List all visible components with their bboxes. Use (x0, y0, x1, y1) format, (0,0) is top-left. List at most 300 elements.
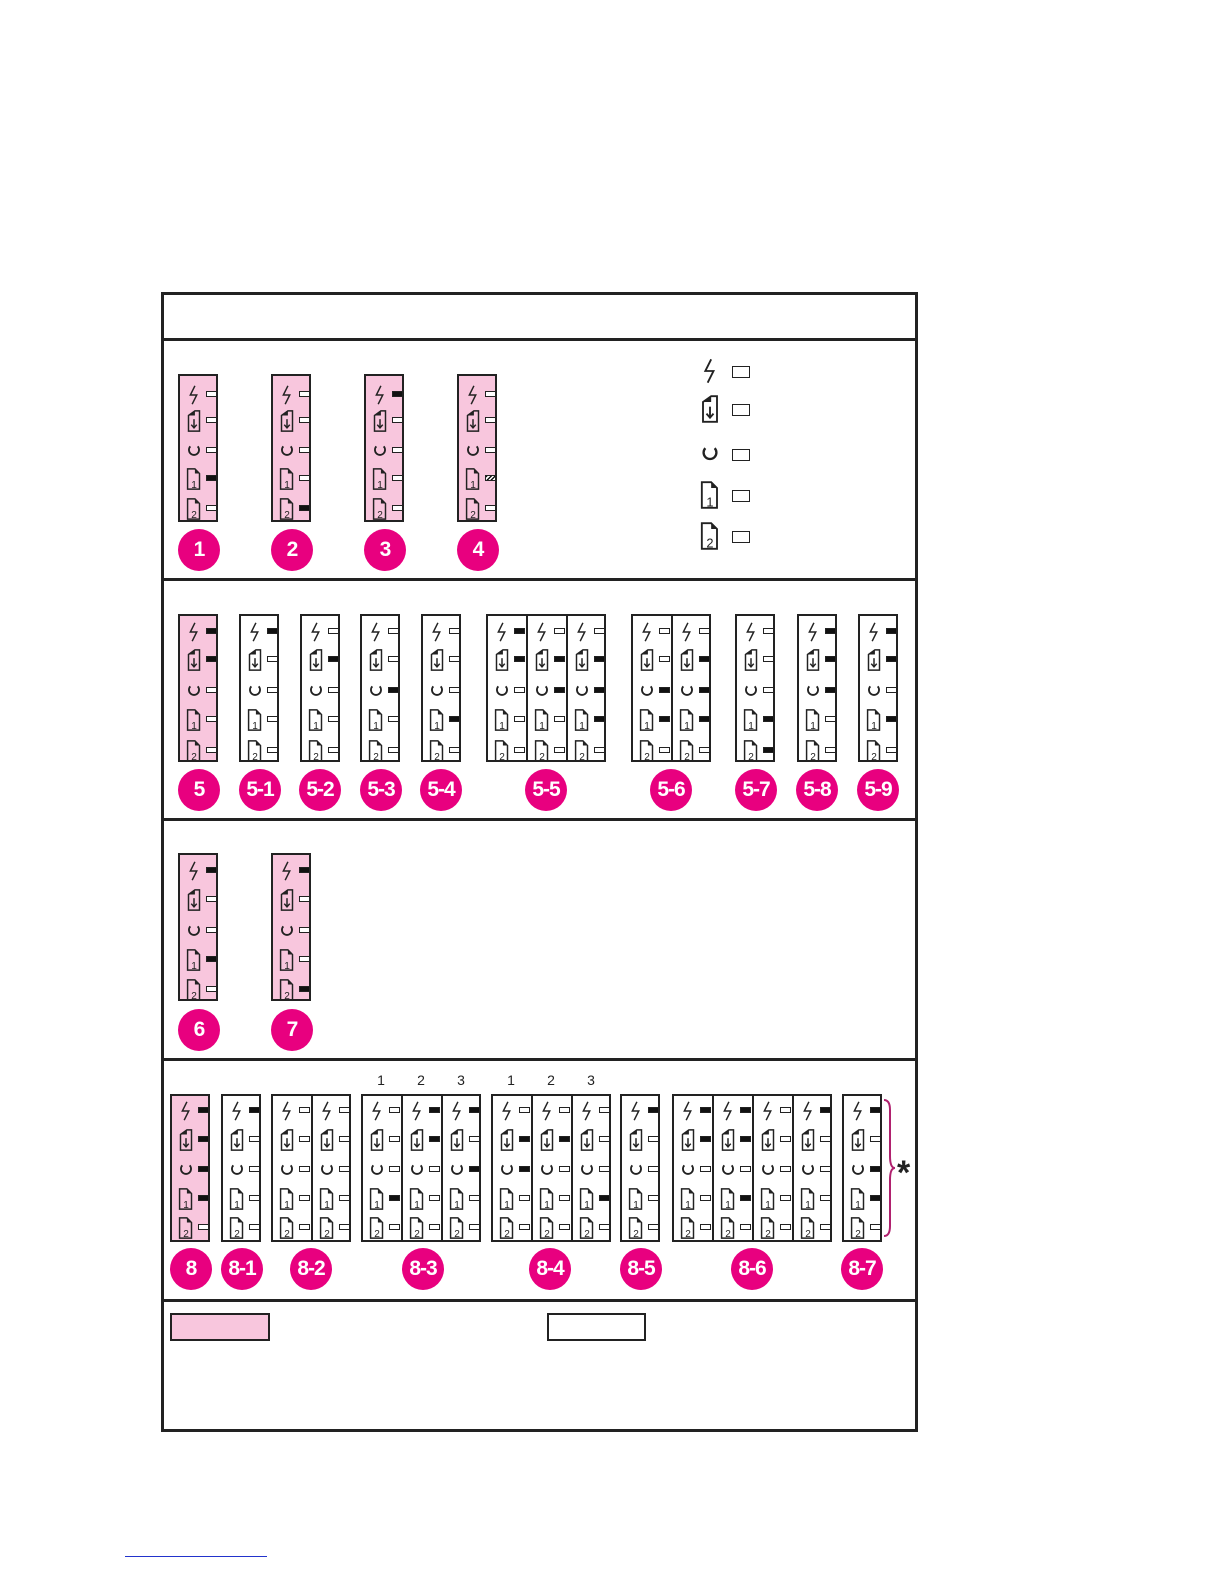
circle-arc-icon (227, 1159, 247, 1179)
led-go-off (206, 687, 217, 693)
tray-2-page-icon (848, 1217, 868, 1237)
led-go-off (648, 1166, 659, 1172)
led-tray-2-off (389, 1224, 400, 1230)
tray-2-page-icon (277, 979, 297, 999)
tray-1-page-icon (463, 468, 483, 488)
led-attention-on (198, 1107, 209, 1113)
tray-2-page-icon (758, 1217, 778, 1237)
lightning-icon (227, 1100, 247, 1120)
tray-2-page-icon (798, 1217, 818, 1237)
paper-with-arrow-icon (447, 1129, 467, 1149)
svg-text:2: 2 (454, 1229, 460, 1239)
led-attention-off (299, 1107, 310, 1113)
svg-text:1: 1 (454, 1200, 460, 1210)
svg-text:2: 2 (544, 1229, 550, 1239)
led-attention-on (469, 1107, 480, 1113)
svg-text:1: 1 (579, 721, 585, 731)
led-tray-1-off (469, 1195, 480, 1201)
led-paper-feed-off (485, 417, 496, 423)
led-paper-feed-on (699, 656, 710, 662)
paper-with-arrow-icon (698, 395, 722, 423)
svg-text:2: 2 (284, 510, 290, 520)
paper-with-arrow-icon (677, 649, 697, 669)
state-badge-8-2: 8-2 (290, 1248, 332, 1290)
indicator-go (273, 1159, 313, 1179)
tray-1-page-icon (864, 709, 884, 729)
paper-with-arrow-icon (184, 889, 204, 909)
tray-1-page-icon (848, 1188, 868, 1208)
led-panel-5-9 (858, 614, 898, 762)
indicator-tray-1 (799, 709, 839, 729)
indicator-tray-1 (302, 709, 342, 729)
paper-with-arrow-icon (741, 649, 761, 669)
svg-text:2: 2 (414, 1229, 420, 1239)
led-tray-2-off (820, 1224, 831, 1230)
indicator-go (172, 1159, 212, 1179)
indicator-tray-1 (737, 709, 777, 729)
indicator-paper-feed (573, 1129, 613, 1149)
led-go-off (559, 1166, 570, 1172)
led-tray-2-off (388, 747, 399, 753)
svg-text:1: 1 (470, 480, 476, 490)
tray-1-page-icon (798, 1188, 818, 1208)
tray-2-page-icon (227, 1217, 247, 1237)
tray-1-page-icon (366, 709, 386, 729)
indicator-tray-2 (568, 740, 608, 760)
led-attention-off (389, 1107, 400, 1113)
paper-with-arrow-icon (678, 1129, 698, 1149)
paper-with-arrow-icon (532, 649, 552, 669)
led-tray-1-off (299, 956, 310, 962)
led-paper-feed-off (392, 417, 403, 423)
circle-arc-icon (306, 680, 326, 700)
svg-text:1: 1 (191, 721, 197, 731)
indicator-paper-feed (674, 1129, 714, 1149)
led-panel-8-3 (361, 1094, 481, 1242)
indicator-paper-feed (533, 1129, 573, 1149)
indicator-tray-1 (273, 949, 313, 969)
led-go-off (780, 1166, 791, 1172)
paper-with-arrow-icon (277, 1129, 297, 1149)
indicator-tray-2 (794, 1217, 834, 1237)
svg-text:1: 1 (374, 1200, 380, 1210)
svg-text:1: 1 (725, 1200, 731, 1210)
indicator-tray-2 (313, 1217, 353, 1237)
indicator-attention (737, 621, 777, 641)
svg-text:1: 1 (584, 1200, 590, 1210)
tray-1-page-icon (227, 1188, 247, 1208)
circle-arc-icon (407, 1159, 427, 1179)
lightning-icon (677, 621, 697, 641)
led-tray-2-off (780, 1224, 791, 1230)
led-paper-feed-off (299, 896, 310, 902)
circle-arc-icon (447, 1159, 467, 1179)
paper-with-arrow-icon (848, 1129, 868, 1149)
lightning-icon (184, 384, 204, 404)
tray-1-page-icon (678, 1188, 698, 1208)
led-panel-8-7 (842, 1094, 882, 1242)
tray-2-page-icon (427, 740, 447, 760)
tray-2-page-icon (678, 1217, 698, 1237)
led-panel-5-4 (421, 614, 461, 762)
indicator-go (568, 680, 608, 700)
led-paper-feed-off (780, 1136, 791, 1142)
legend-row-tray-2 (698, 522, 758, 552)
indicator-attention (223, 1100, 263, 1120)
column-number: 2 (547, 1072, 555, 1088)
circle-arc-icon (677, 680, 697, 700)
lightning-icon (492, 621, 512, 641)
paper-with-arrow-icon (803, 649, 823, 669)
led-tray-1-off (700, 1195, 711, 1201)
tray-1-page-icon (184, 709, 204, 729)
state-badge-5-1: 5-1 (239, 769, 281, 811)
state-badge-5-7: 5-7 (735, 769, 777, 811)
paper-with-arrow-icon (497, 1129, 517, 1149)
svg-text:1: 1 (855, 1200, 861, 1210)
lightning-icon (306, 621, 326, 641)
indicator-go (443, 1159, 483, 1179)
indicator-attention (273, 860, 313, 880)
tray-2-page-icon (677, 740, 697, 760)
led-tray-1-off (780, 1195, 791, 1201)
paper-with-arrow-icon (277, 889, 297, 909)
indicator-tray-2 (223, 1217, 263, 1237)
indicator-tray-1 (533, 1188, 573, 1208)
circle-arc-icon (698, 440, 722, 468)
lightning-icon (577, 1100, 597, 1120)
led-tray-2-off (392, 505, 403, 511)
svg-text:2: 2 (499, 752, 505, 762)
svg-text:2: 2 (234, 1229, 240, 1239)
legend-led-paper-feed (732, 404, 750, 416)
indicator-paper-feed (794, 1129, 834, 1149)
circle-arc-icon (184, 680, 204, 700)
indicator-tray-2 (273, 979, 313, 999)
state-badge-8-3: 8-3 (402, 1248, 444, 1290)
led-panel-5-6 (631, 614, 711, 762)
indicator-go (423, 680, 463, 700)
indicator-tray-1 (180, 709, 220, 729)
led-paper-feed-off (249, 1136, 260, 1142)
paper-with-arrow-icon (366, 649, 386, 669)
lightning-icon (427, 621, 447, 641)
led-panel-6 (178, 853, 218, 1001)
led-tray-2-on (299, 986, 310, 992)
indicator-attention (172, 1100, 212, 1120)
indicator-attention (273, 1100, 313, 1120)
led-attention-on (700, 1107, 711, 1113)
led-paper-feed-on (700, 1136, 711, 1142)
svg-text:1: 1 (539, 721, 545, 731)
tray-1-page-icon (577, 1188, 597, 1208)
svg-text:2: 2 (504, 1229, 510, 1239)
indicator-go (459, 440, 499, 460)
legend-row-tray-1 (698, 481, 758, 511)
indicator-tray-1 (403, 1188, 443, 1208)
led-tray-2-off (559, 1224, 570, 1230)
indicator-paper-feed (493, 1129, 533, 1149)
state-badge-8: 8 (170, 1248, 212, 1290)
indicator-tray-2 (180, 979, 220, 999)
led-panel-8-4 (491, 1094, 611, 1242)
indicator-tray-2 (533, 1217, 573, 1237)
led-go-off (299, 1166, 310, 1172)
paper-with-arrow-icon (245, 649, 265, 669)
led-attention-on (886, 628, 897, 634)
indicator-tray-2 (459, 498, 499, 518)
led-paper-feed-on (886, 656, 897, 662)
lightning-icon (317, 1100, 337, 1120)
led-paper-feed-off (449, 656, 460, 662)
indicator-attention (799, 621, 839, 641)
led-panel-8-6 (672, 1094, 832, 1242)
indicator-tray-2 (366, 498, 406, 518)
paper-with-arrow-icon (306, 649, 326, 669)
led-go-off (267, 687, 278, 693)
lightning-icon (447, 1100, 467, 1120)
indicator-paper-feed (714, 1129, 754, 1149)
led-go-on (519, 1166, 530, 1172)
led-tray-2-off (599, 1224, 610, 1230)
led-go-off (299, 927, 310, 933)
led-go-off (599, 1166, 610, 1172)
led-tray-2-off (554, 747, 565, 753)
state-badge-7: 7 (271, 1009, 313, 1051)
led-paper-feed-on (514, 656, 525, 662)
lightning-icon (184, 621, 204, 641)
indicator-attention (673, 621, 713, 641)
tray-2-page-icon (532, 740, 552, 760)
led-tray-2-off (870, 1224, 881, 1230)
indicator-tray-1 (366, 468, 406, 488)
led-tray-1-on (206, 956, 217, 962)
indicator-attention (366, 384, 406, 404)
indicator-attention (754, 1100, 794, 1120)
led-attention-off (594, 628, 605, 634)
indicator-paper-feed (403, 1129, 443, 1149)
tray-2-page-icon (463, 498, 483, 518)
tray-2-page-icon (864, 740, 884, 760)
circle-arc-icon (184, 920, 204, 940)
led-go-off (392, 447, 403, 453)
led-attention-on (267, 628, 278, 634)
indicator-go (223, 1159, 263, 1179)
indicator-go (241, 680, 281, 700)
led-attention-on (249, 1107, 260, 1113)
led-tray-1-off (559, 1195, 570, 1201)
led-tray-1-on (198, 1195, 209, 1201)
indicator-go (622, 1159, 662, 1179)
indicator-paper-feed (363, 1129, 403, 1149)
lightning-icon (277, 860, 297, 880)
lightning-icon (497, 1100, 517, 1120)
indicator-paper-feed (633, 649, 673, 669)
circle-arc-icon (577, 1159, 597, 1179)
led-paper-feed-off (388, 656, 399, 662)
indicator-go (273, 440, 313, 460)
led-go-on (870, 1166, 881, 1172)
led-go-off (763, 687, 774, 693)
led-go-on (469, 1166, 480, 1172)
led-panel-1 (178, 374, 218, 522)
indicator-go (403, 1159, 443, 1179)
column-number: 2 (417, 1072, 425, 1088)
led-tray-2-off (594, 747, 605, 753)
led-tray-1-off (206, 716, 217, 722)
led-go-off (485, 447, 496, 453)
svg-text:1: 1 (748, 721, 754, 731)
indicator-tray-1 (180, 949, 220, 969)
circle-arc-icon (718, 1159, 738, 1179)
svg-text:2: 2 (191, 752, 197, 762)
led-tray-2-off (825, 747, 836, 753)
led-paper-feed-on (594, 656, 605, 662)
svg-text:1: 1 (252, 721, 258, 731)
state-badge-5-4: 5-4 (420, 769, 462, 811)
indicator-tray-1 (443, 1188, 483, 1208)
state-badge-5-9: 5-9 (857, 769, 899, 811)
circle-arc-icon (184, 440, 204, 460)
state-badge-3: 3 (364, 529, 406, 571)
indicator-tray-1 (528, 709, 568, 729)
led-tray-2-off (328, 747, 339, 753)
paper-with-arrow-icon (277, 410, 297, 430)
indicator-tray-1 (573, 1188, 613, 1208)
svg-text:2: 2 (810, 752, 816, 762)
led-attention-on (870, 1107, 881, 1113)
circle-arc-icon (277, 1159, 297, 1179)
indicator-go (799, 680, 839, 700)
indicator-attention (568, 621, 608, 641)
svg-text:2: 2 (191, 991, 197, 1001)
paper-with-arrow-icon (184, 410, 204, 430)
led-tray-1-off (429, 1195, 440, 1201)
svg-text:1: 1 (284, 961, 290, 971)
led-tray-1-off (648, 1195, 659, 1201)
led-tray-2-off (198, 1224, 209, 1230)
legend-led-go (732, 449, 750, 461)
led-tray-2-off (886, 747, 897, 753)
led-attention-off (328, 628, 339, 634)
tray-1-page-icon (637, 709, 657, 729)
led-attention-off (699, 628, 710, 634)
tray-1-page-icon (176, 1188, 196, 1208)
led-go-on (554, 687, 565, 693)
paper-with-arrow-icon (718, 1129, 738, 1149)
indicator-paper-feed (362, 649, 402, 669)
indicator-tray-1 (754, 1188, 794, 1208)
led-attention-on (392, 391, 403, 397)
led-paper-feed-on (206, 656, 217, 662)
indicator-paper-feed (860, 649, 900, 669)
indicator-tray-1 (794, 1188, 834, 1208)
indicator-go (366, 440, 406, 460)
indicator-go (273, 920, 313, 940)
led-paper-feed-off (299, 417, 310, 423)
led-go-off (449, 687, 460, 693)
indicator-tray-1 (363, 1188, 403, 1208)
indicator-paper-feed (313, 1129, 353, 1149)
state-badge-2: 2 (271, 529, 313, 571)
indicator-attention (794, 1100, 834, 1120)
indicator-go (737, 680, 777, 700)
indicator-attention (860, 621, 900, 641)
svg-text:1: 1 (633, 1200, 639, 1210)
lightning-icon (698, 357, 722, 385)
led-panel-2 (271, 374, 311, 522)
indicator-attention (533, 1100, 573, 1120)
led-go-off (206, 447, 217, 453)
svg-text:1: 1 (373, 721, 379, 731)
indicator-go (860, 680, 900, 700)
indicator-paper-feed (568, 649, 608, 669)
tray-2-page-icon (803, 740, 823, 760)
state-badge-5-8: 5-8 (796, 769, 838, 811)
tray-1-page-icon (277, 949, 297, 969)
paper-with-arrow-icon (864, 649, 884, 669)
paper-with-arrow-icon (572, 649, 592, 669)
svg-text:1: 1 (191, 480, 197, 490)
legend-led-tray-1 (732, 490, 750, 502)
indicator-tray-1 (223, 1188, 263, 1208)
led-panel-5-7 (735, 614, 775, 762)
led-tray-1-off (388, 716, 399, 722)
indicator-paper-feed (273, 410, 313, 430)
led-tray-2-off (299, 1224, 310, 1230)
lightning-icon (741, 621, 761, 641)
tray-1-page-icon (698, 481, 722, 509)
tray-1-page-icon (245, 709, 265, 729)
paper-with-arrow-icon (317, 1129, 337, 1149)
led-paper-feed-on (825, 656, 836, 662)
tray-2-page-icon (698, 522, 722, 550)
led-go-on (198, 1166, 209, 1172)
led-paper-feed-on (519, 1136, 530, 1142)
lightning-icon (463, 384, 483, 404)
svg-text:1: 1 (284, 1200, 290, 1210)
led-paper-feed-off (659, 656, 670, 662)
circle-arc-icon (758, 1159, 778, 1179)
circle-arc-icon (741, 680, 761, 700)
led-attention-on (820, 1107, 831, 1113)
white-legend-swatch (547, 1313, 646, 1341)
led-tray-1-on (449, 716, 460, 722)
indicator-attention (180, 860, 220, 880)
circle-arc-icon (463, 440, 483, 460)
tray-2-page-icon (367, 1217, 387, 1237)
lightning-icon (678, 1100, 698, 1120)
indicator-tray-1 (844, 1188, 884, 1208)
svg-text:2: 2 (684, 752, 690, 762)
indicator-go (533, 1159, 573, 1179)
circle-arc-icon (497, 1159, 517, 1179)
led-panel-8-5 (620, 1094, 660, 1242)
tray-1-page-icon (184, 468, 204, 488)
tray-1-page-icon (572, 709, 592, 729)
tray-2-page-icon (277, 1217, 297, 1237)
led-attention-off (388, 628, 399, 634)
lightning-icon (803, 621, 823, 641)
led-go-off (339, 1166, 350, 1172)
led-go-off (740, 1166, 751, 1172)
led-tray-1-off (392, 475, 403, 481)
indicator-tray-2 (302, 740, 342, 760)
led-tray-1-on (594, 716, 605, 722)
state-badge-6: 6 (178, 1009, 220, 1051)
circle-arc-icon (848, 1159, 868, 1179)
svg-text:2: 2 (584, 1229, 590, 1239)
